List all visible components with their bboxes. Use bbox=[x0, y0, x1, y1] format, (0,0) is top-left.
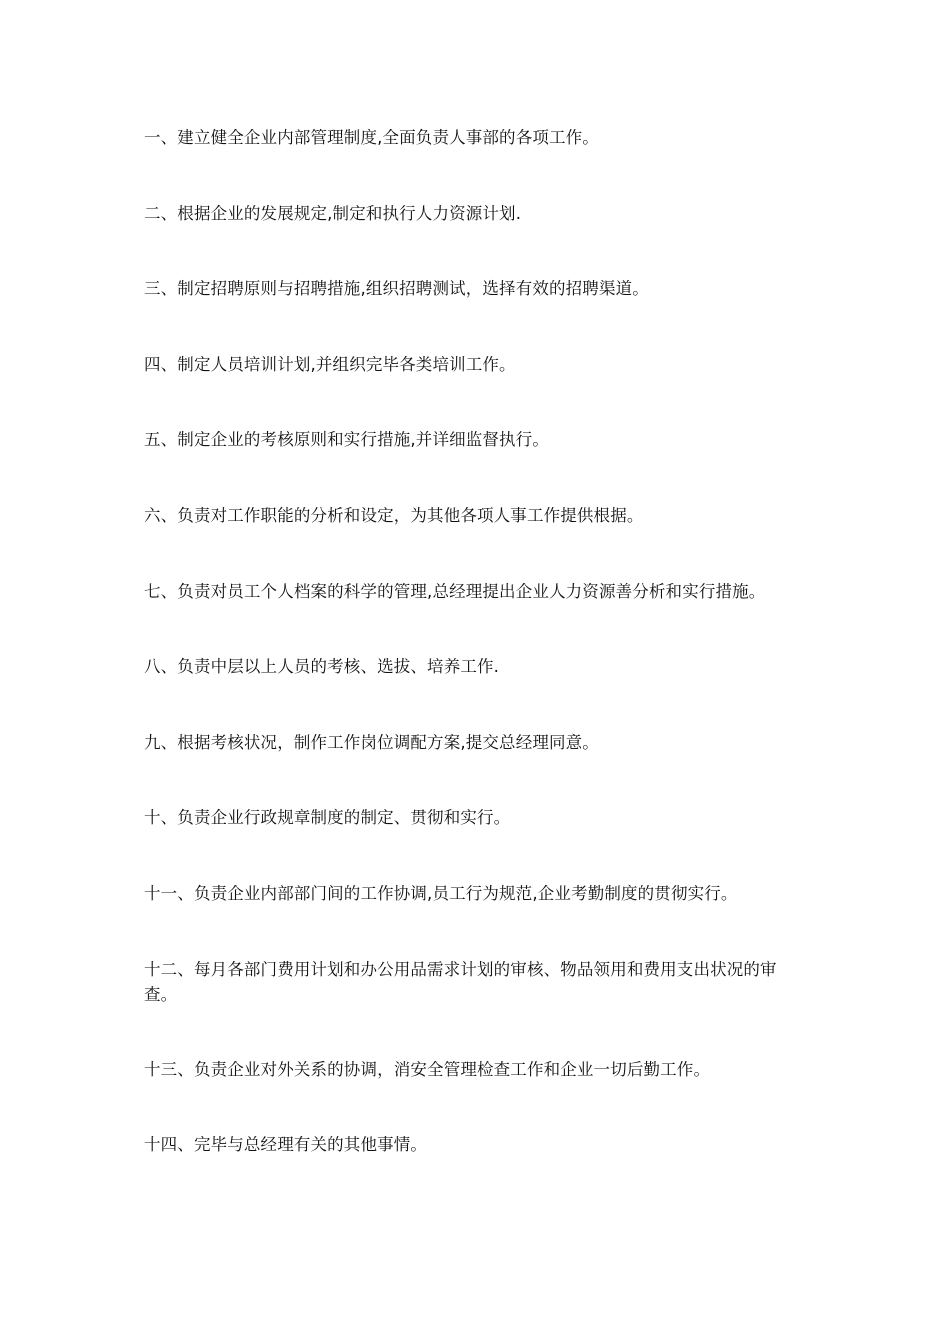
duty-item-6: 六、负责对工作职能的分析和设定，为其他各项人事工作提供根据。 bbox=[144, 505, 644, 525]
duty-item-14: 十四、完毕与总经理有关的其他事情。 bbox=[144, 1135, 428, 1155]
duty-item-2: 二、根据企业的发展规定,制定和执行人力资源计划. bbox=[144, 203, 522, 223]
duty-list bbox=[144, 125, 804, 1208]
duty-item-3: 三、制定招聘原则与招聘措施,组织招聘测试，选择有效的招聘渠道。 bbox=[144, 279, 649, 299]
duty-item-12: 十二、每月各部门费用计划和办公用品需求计划的审核、物品领用和费用支出状况的审查。 bbox=[144, 959, 777, 1004]
duty-item-8: 八、负责中层以上人员的考核、选拔、培养工作. bbox=[144, 657, 500, 677]
duty-item-10: 十、负责企业行政规章制度的制定、贯彻和实行。 bbox=[144, 808, 511, 828]
duty-item-13: 十三、负责企业对外关系的协调，消安全管理检查工作和企业一切后勤工作。 bbox=[144, 1059, 711, 1079]
duty-item-4: 四、制定人员培训计划,并组织完毕各类培训工作。 bbox=[144, 354, 516, 374]
duty-item-7: 七、负责对员工个人档案的科学的管理,总经理提出企业人力资源善分析和实行措施。 bbox=[144, 581, 766, 601]
duty-item-1: 一、建立健全企业内部管理制度,全面负责人事部的各项工作。 bbox=[144, 128, 599, 147]
duty-item-9: 九、根据考核状况，制作工作岗位调配方案,提交总经理同意。 bbox=[144, 732, 599, 752]
duty-item-11: 十一、负责企业内部部门间的工作协调,员工行为规范,企业考勤制度的贯彻实行。 bbox=[144, 883, 738, 903]
duty-item-5: 五、制定企业的考核原则和实行措施,并详细监督执行。 bbox=[144, 430, 549, 450]
